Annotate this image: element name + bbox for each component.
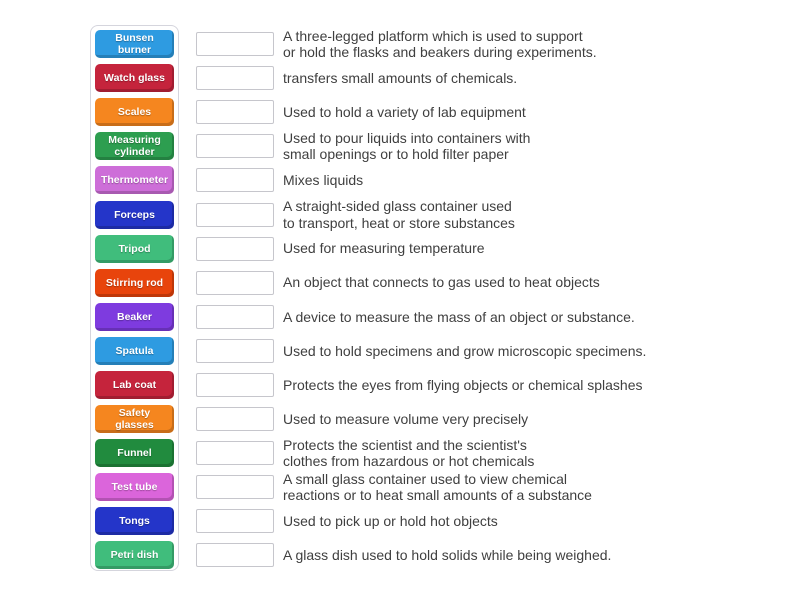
answer-dropzone[interactable] xyxy=(196,66,274,90)
definition-line: to transport, heat or store substances xyxy=(283,214,515,231)
match-row xyxy=(90,470,730,504)
answer-dropzone[interactable] xyxy=(196,134,274,158)
match-row xyxy=(90,334,730,368)
definition-line: A three-legged platform which is used to support xyxy=(283,27,583,44)
term-tile-cell xyxy=(90,98,179,126)
term-tile-label: Bunsen xyxy=(115,32,154,45)
answer-dropzone[interactable] xyxy=(196,237,274,261)
definition-line: reactions or to heat small amounts of a substance xyxy=(283,487,592,504)
term-tile[interactable] xyxy=(95,473,174,501)
definition-line: Used to pick up or hold hot objects xyxy=(283,513,498,530)
term-tile-label: Petri dish xyxy=(110,549,159,562)
definition-text xyxy=(283,377,643,394)
term-tile[interactable] xyxy=(95,235,174,263)
answer-dropzone[interactable] xyxy=(196,509,274,533)
definition-line: A small glass container used to view chemical xyxy=(283,470,568,487)
answer-dropzone[interactable] xyxy=(196,305,274,329)
answer-dropzone[interactable] xyxy=(196,407,274,431)
definition-text xyxy=(283,471,592,504)
term-tile-cell xyxy=(90,405,179,433)
term-tile[interactable] xyxy=(95,303,174,331)
answer-dropzone[interactable] xyxy=(196,271,274,295)
definition-text xyxy=(283,309,635,326)
definition-line: Used to measure volume very precisely xyxy=(283,410,529,427)
match-row xyxy=(90,504,730,538)
term-tile[interactable] xyxy=(95,201,174,229)
term-tile[interactable] xyxy=(95,269,174,297)
term-tile-cell xyxy=(90,507,179,535)
term-tile-label: Spatula xyxy=(115,344,154,357)
term-tile[interactable] xyxy=(95,30,174,58)
definition-line: clothes from hazardous or hot chemicals xyxy=(283,453,535,470)
definition-line: A device to measure the mass of an object or substance. xyxy=(283,308,635,325)
answer-dropzone[interactable] xyxy=(196,339,274,363)
term-tile-label: Funnel xyxy=(117,447,152,460)
definition-line: A glass dish used to hold solids while being weighed. xyxy=(283,547,612,564)
answer-dropzone[interactable] xyxy=(196,373,274,397)
term-tile-cell xyxy=(90,371,179,399)
term-tile-label: Watch glass xyxy=(104,72,165,85)
definition-line: transfers small amounts of chemicals. xyxy=(283,69,518,86)
definition-text xyxy=(283,513,498,530)
match-row xyxy=(90,197,730,231)
term-tile-cell xyxy=(90,439,179,467)
term-tile-label: Tongs xyxy=(119,515,150,528)
term-tile[interactable] xyxy=(95,439,174,467)
answer-dropzone[interactable] xyxy=(196,441,274,465)
term-tile-label: burner xyxy=(117,44,152,57)
definition-line: Protects the eyes from flying objects or chemical splashes xyxy=(283,376,643,393)
definition-text xyxy=(283,172,363,189)
term-tile-label: Lab coat xyxy=(112,378,157,391)
definition-line: An object that connects to gas used to heat objects xyxy=(283,274,600,291)
term-tile-label: Measuring xyxy=(108,134,161,147)
term-tile-label: Scales xyxy=(117,106,152,119)
definition-line: Used to hold a variety of lab equipment xyxy=(283,103,526,120)
definition-line: Mixes liquids xyxy=(283,172,364,189)
answer-dropzone[interactable] xyxy=(196,100,274,124)
term-tile-label: Beaker xyxy=(116,310,153,323)
match-row xyxy=(90,368,730,402)
definition-line: Used to pour liquids into containers with xyxy=(283,129,531,146)
term-tile-label: Safety xyxy=(118,407,151,420)
definition-text xyxy=(283,70,517,87)
definition-text xyxy=(283,343,646,360)
match-row xyxy=(90,266,730,300)
term-tile-label: Stirring rod xyxy=(105,276,164,289)
answer-dropzone[interactable] xyxy=(196,475,274,499)
term-tile-label: cylinder xyxy=(114,146,155,159)
definition-line: Protects the scientist and the scientist's xyxy=(283,436,527,453)
term-tile-cell xyxy=(90,201,179,229)
answer-dropzone[interactable] xyxy=(196,203,274,227)
definition-text xyxy=(283,274,600,291)
definition-line: small openings or to hold filter paper xyxy=(283,146,509,163)
definition-line: or hold the flasks and beakers during experiments. xyxy=(283,44,597,61)
match-row xyxy=(90,95,730,129)
definition-text xyxy=(283,104,526,121)
answer-dropzone[interactable] xyxy=(196,168,274,192)
match-row xyxy=(90,61,730,95)
definition-text xyxy=(283,198,515,231)
term-tile[interactable] xyxy=(95,405,174,433)
term-tile-cell xyxy=(90,541,179,569)
term-tile-cell xyxy=(90,235,179,263)
definition-text xyxy=(283,28,597,61)
term-tile-label: glasses xyxy=(115,419,154,432)
term-tile[interactable] xyxy=(95,132,174,160)
definition-text xyxy=(283,437,534,470)
term-tile-label: Tripod xyxy=(118,242,151,255)
answer-dropzone[interactable] xyxy=(196,32,274,56)
term-tile[interactable] xyxy=(95,166,174,194)
term-tile-cell xyxy=(90,473,179,501)
term-tile-cell xyxy=(90,132,179,160)
definition-line: Used to hold specimens and grow microscopic specimens. xyxy=(283,342,647,359)
term-tile[interactable] xyxy=(95,337,174,365)
term-tile-label: Test tube xyxy=(111,481,158,494)
definition-text xyxy=(283,130,530,163)
term-tile[interactable] xyxy=(95,507,174,535)
match-row xyxy=(90,436,730,470)
match-row xyxy=(90,27,730,61)
term-tile-cell xyxy=(90,166,179,194)
match-row xyxy=(90,300,730,334)
term-tile-cell xyxy=(90,64,179,92)
term-tile-label: Thermometer xyxy=(100,174,169,187)
match-rows xyxy=(90,27,730,573)
definition-line: A straight-sided glass container used xyxy=(283,198,512,215)
term-tile[interactable] xyxy=(95,541,174,569)
term-tile-cell xyxy=(90,30,179,58)
definition-line: Used for measuring temperature xyxy=(283,240,485,257)
term-tile-label: Forceps xyxy=(114,208,155,221)
answer-dropzone[interactable] xyxy=(196,543,274,567)
match-row xyxy=(90,402,730,436)
definition-text xyxy=(283,411,528,428)
match-row xyxy=(90,163,730,197)
definition-text xyxy=(283,547,611,564)
term-tile-cell xyxy=(90,269,179,297)
term-tile-cell xyxy=(90,303,179,331)
term-tile[interactable] xyxy=(95,64,174,92)
term-tile-cell xyxy=(90,337,179,365)
match-row xyxy=(90,232,730,266)
term-tile[interactable] xyxy=(95,98,174,126)
match-row xyxy=(90,129,730,163)
match-row xyxy=(90,538,730,572)
term-tile[interactable] xyxy=(95,371,174,399)
definition-text xyxy=(283,240,485,257)
